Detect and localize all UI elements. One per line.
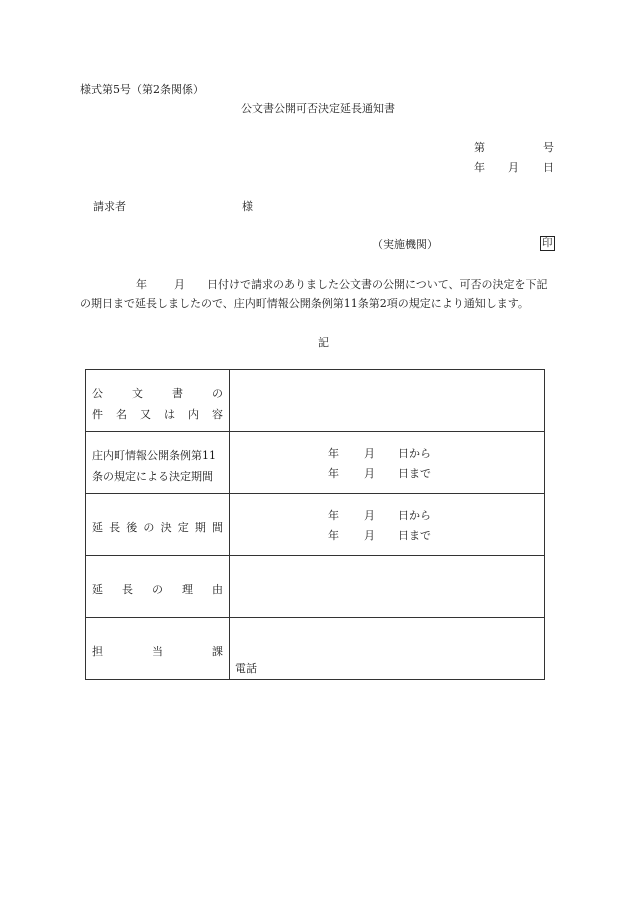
- ki-heading: 記: [318, 336, 329, 349]
- date-month: 月: [508, 161, 519, 174]
- to-month: 月: [364, 529, 375, 542]
- table-row: [86, 494, 545, 556]
- department-label: [92, 643, 223, 659]
- doc-number-suffix: 号: [543, 141, 554, 154]
- char: 名: [116, 408, 127, 421]
- from-month: 月: [364, 509, 375, 522]
- ordinance-label-line1: 庄内町情報公開条例第11: [92, 449, 216, 462]
- extended-period-value-cell: [230, 494, 545, 556]
- char: 内: [188, 408, 199, 421]
- table-row: [86, 432, 545, 494]
- ordinance-label-line2: 条の規定による決定期間: [92, 470, 213, 483]
- department-value-cell: [230, 618, 545, 680]
- date-day: 日: [543, 161, 554, 174]
- char: 延: [92, 583, 103, 596]
- char: 公: [92, 387, 103, 400]
- from-day: 日から: [398, 509, 431, 522]
- to-year: 年: [328, 467, 339, 480]
- requester-honorific: 様: [242, 200, 253, 213]
- date-range: [328, 505, 431, 545]
- body-line1: 日付けで請求のありました公文書の公開について、可否の決定を下記: [207, 278, 548, 291]
- table-row: [86, 370, 545, 432]
- char: 定: [177, 521, 189, 534]
- subject-label-line1: [92, 385, 223, 401]
- date-range: [328, 443, 431, 483]
- body-month: 月: [174, 278, 185, 291]
- char: 決: [160, 521, 172, 534]
- reason-label-cell: [86, 556, 230, 618]
- char: 件: [92, 408, 103, 421]
- char: 課: [212, 645, 223, 658]
- table-row: [86, 618, 545, 680]
- reason-value-cell: [230, 556, 545, 618]
- subject-label-cell: [86, 370, 230, 432]
- char: は: [164, 408, 175, 421]
- char: の: [152, 583, 163, 596]
- date-year: 年: [474, 161, 485, 174]
- doc-number-prefix: 第: [474, 141, 485, 154]
- subject-value-cell: [230, 370, 545, 432]
- ordinance-period-value-cell: [230, 432, 545, 494]
- char: 当: [152, 645, 163, 658]
- char: 長: [122, 583, 133, 596]
- to-day: 日まで: [398, 467, 431, 480]
- from-day: 日から: [398, 447, 431, 460]
- extended-period-label: [92, 519, 223, 535]
- to-month: 月: [364, 467, 375, 480]
- department-label-cell: [86, 618, 230, 680]
- document-title: 公文書公開可否決定延長通知書: [241, 102, 395, 115]
- details-table: [85, 369, 545, 680]
- phone-label: 電話: [235, 662, 257, 675]
- char: 文: [132, 387, 143, 400]
- to-year: 年: [328, 529, 339, 542]
- seal-mark: 印: [542, 237, 553, 249]
- body-year: 年: [136, 278, 147, 291]
- from-year: 年: [328, 509, 339, 522]
- ordinance-period-label-cell: [86, 432, 230, 494]
- requester-label: 請求者: [93, 200, 126, 213]
- char: 後: [126, 521, 138, 534]
- char: 期: [194, 521, 206, 534]
- char: 由: [212, 583, 223, 596]
- from-year: 年: [328, 447, 339, 460]
- to-day: 日まで: [398, 529, 431, 542]
- form-number: 様式第5号（第2条関係）: [80, 83, 204, 96]
- agency-label: （実施機関）: [372, 238, 438, 251]
- from-month: 月: [364, 447, 375, 460]
- char: 間: [211, 521, 223, 534]
- char: の: [143, 521, 155, 534]
- char: 長: [109, 521, 121, 534]
- subject-label-line2: [92, 406, 223, 422]
- char: 担: [92, 645, 103, 658]
- body-line2: の期日まで延長しましたので、庄内町情報公開条例第11条第2項の規定により通知します。: [80, 297, 529, 310]
- char: 書: [172, 387, 183, 400]
- char: 又: [140, 408, 151, 421]
- char: の: [212, 387, 223, 400]
- char: 理: [182, 583, 193, 596]
- extended-period-label-cell: [86, 494, 230, 556]
- char: 容: [212, 408, 223, 421]
- char: 延: [92, 521, 103, 534]
- reason-label: [92, 581, 223, 597]
- table-row: [86, 556, 545, 618]
